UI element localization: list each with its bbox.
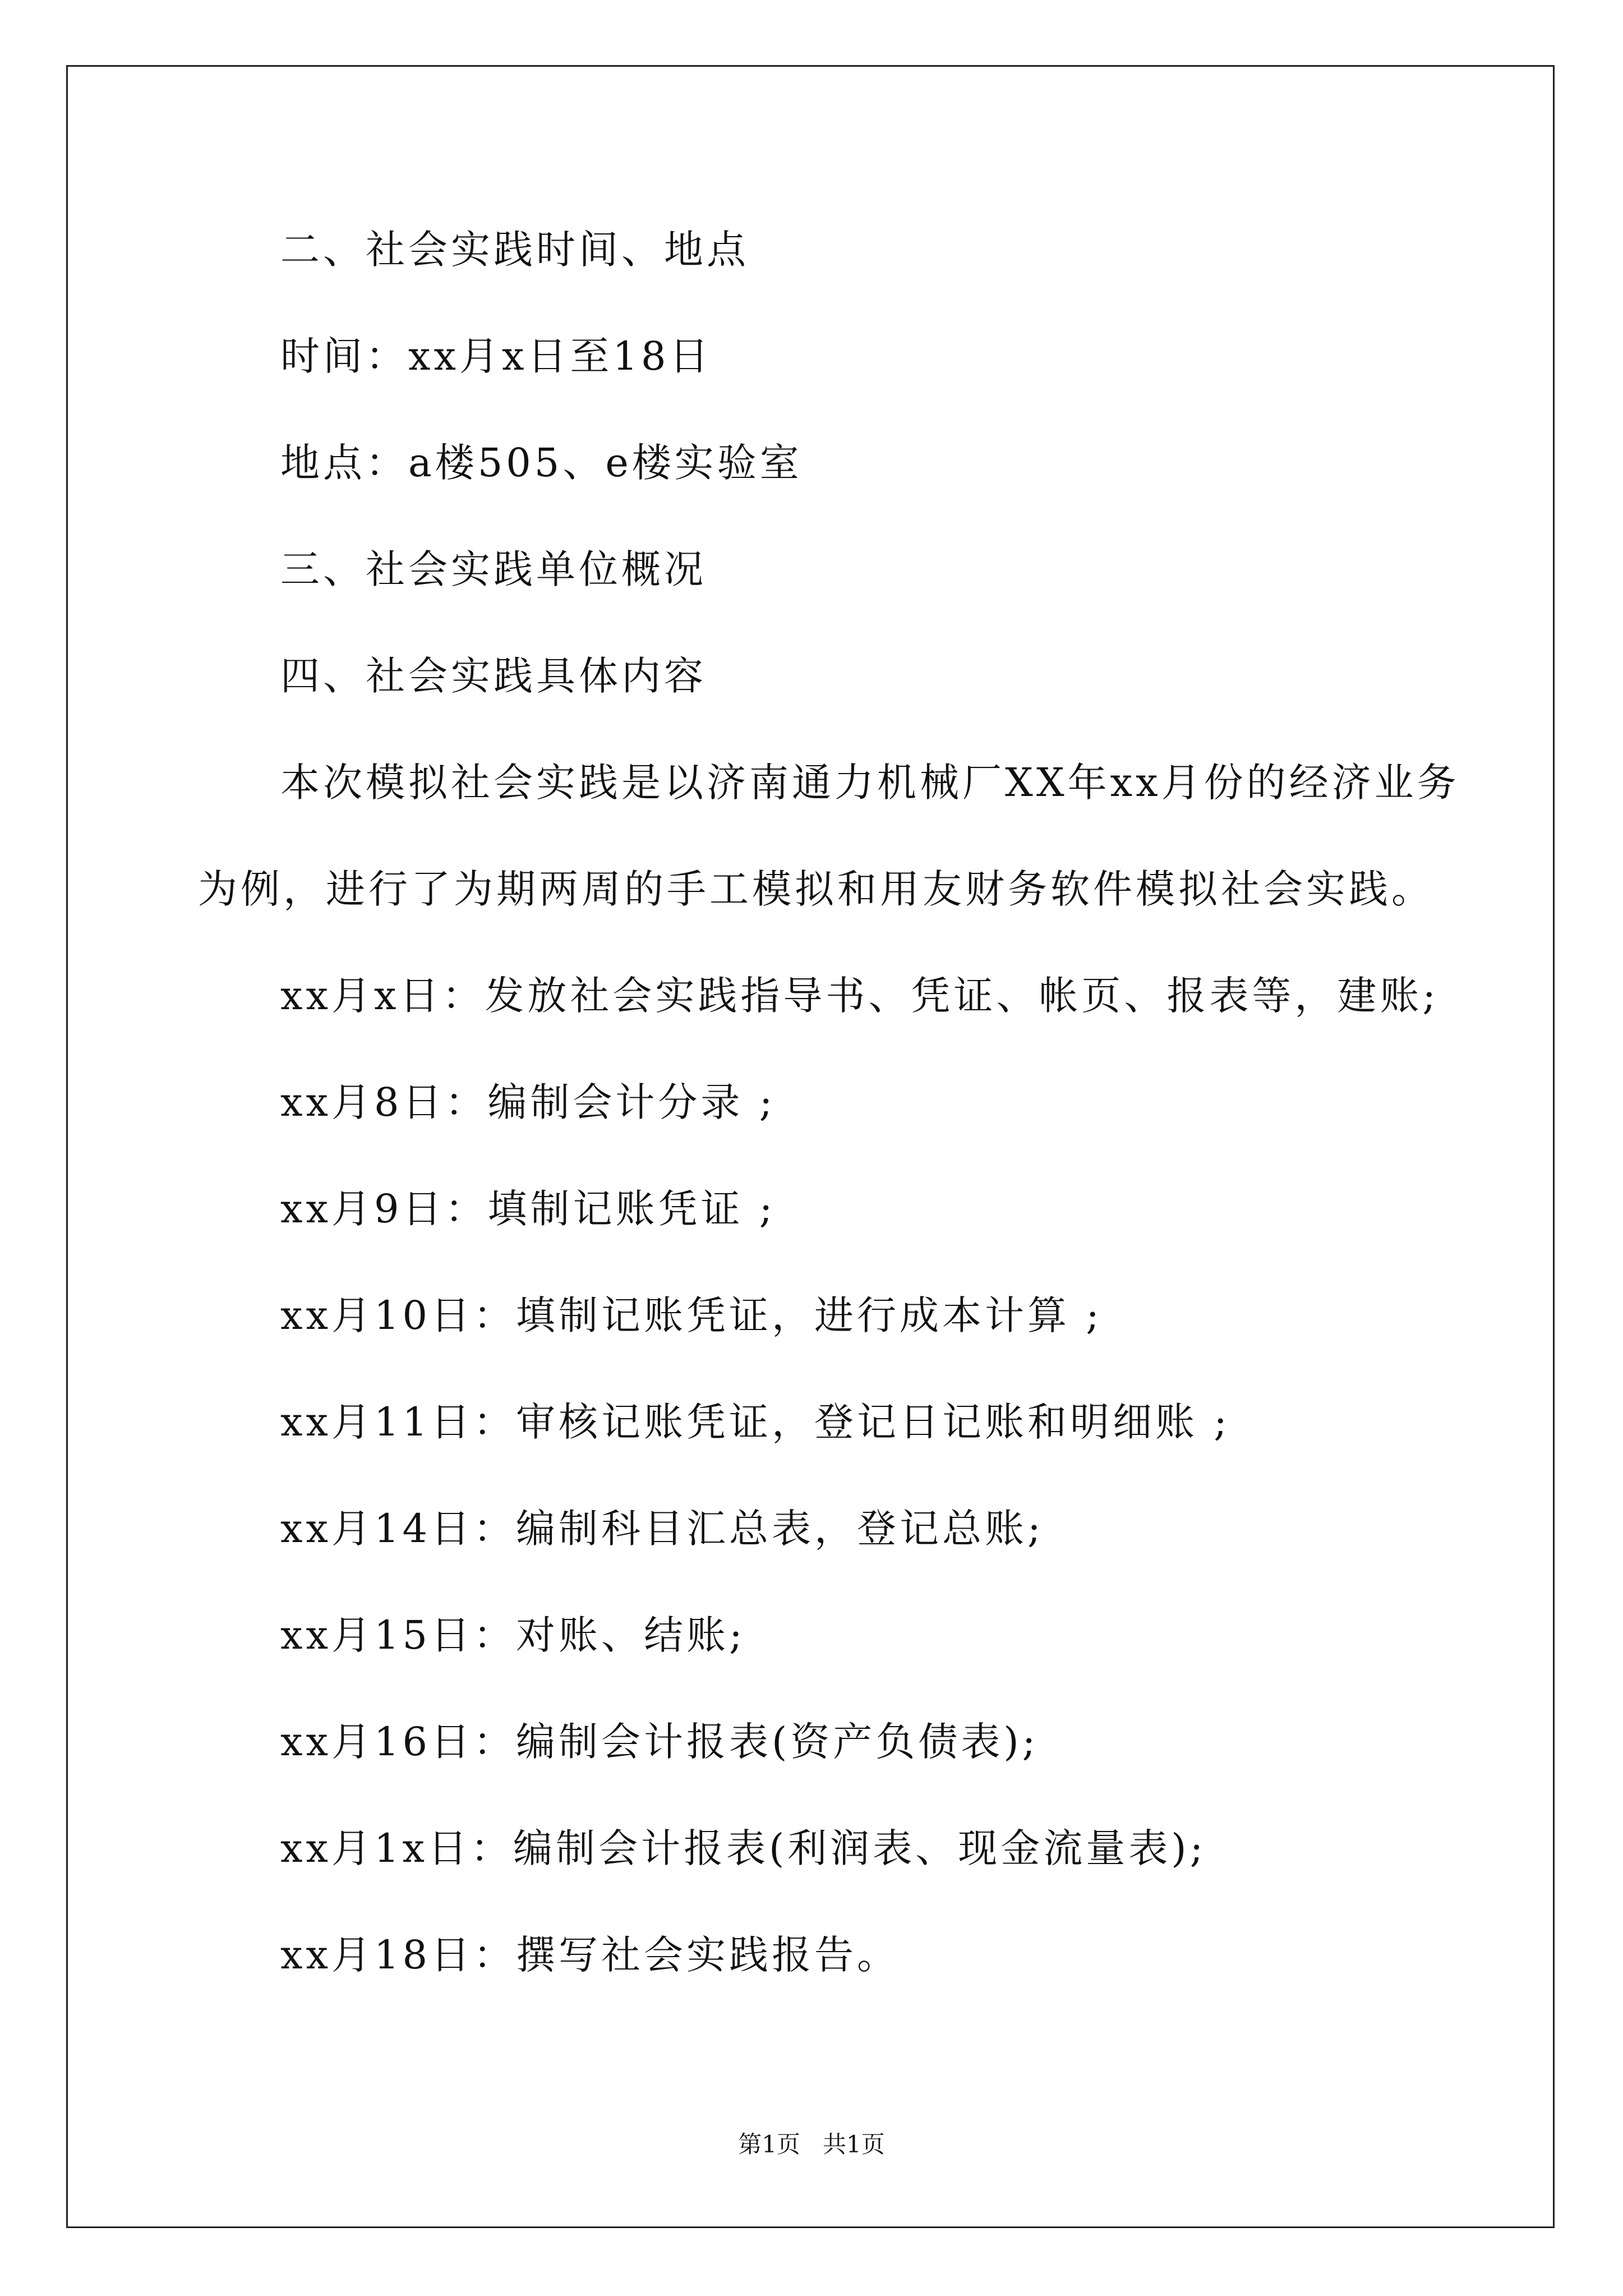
page-footer: 第1页 共1页 xyxy=(738,2131,885,2158)
schedule-item: xx月x日：发放社会实践指导书、凭证、帐页、报表等，建账; xyxy=(280,973,1440,1019)
page-border xyxy=(66,65,1555,2228)
schedule-item: xx月10日：填制记账凭证，进行成本计算 ; xyxy=(280,1292,1103,1338)
schedule-item: xx月9日：填制记账凭证 ; xyxy=(280,1186,776,1232)
paragraph-line: 本次模拟社会实践是以济南通力机械厂XX年xx月份的经济业务 xyxy=(280,760,1460,806)
schedule-item: xx月16日：编制会计报表(资产负债表); xyxy=(280,1719,1039,1765)
schedule-item: xx月1x日：编制会计报表(利润表、现金流量表); xyxy=(280,1825,1207,1871)
schedule-item: xx月11日：审核记账凭证，登记日记账和明细账 ; xyxy=(280,1399,1230,1445)
section-heading-time-location: 二、社会实践时间、地点 xyxy=(280,227,749,273)
schedule-item: xx月8日：编制会计分录 ; xyxy=(280,1079,776,1125)
time-line: 时间：xx月x日至18日 xyxy=(280,333,712,379)
schedule-item: xx月18日：撰写社会实践报告。 xyxy=(280,1932,900,1978)
section-heading-unit-overview: 三、社会实践单位概况 xyxy=(280,546,707,592)
schedule-item: xx月15日：对账、结账; xyxy=(280,1612,746,1658)
section-heading-content: 四、社会实践具体内容 xyxy=(280,653,707,699)
paragraph-line: 为例，进行了为期两周的手工模拟和用友财务软件模拟社会实践。 xyxy=(198,866,1434,912)
schedule-item: xx月14日：编制科目汇总表，登记总账; xyxy=(280,1506,1044,1552)
location-line: 地点：a楼505、e楼实验室 xyxy=(280,440,803,486)
